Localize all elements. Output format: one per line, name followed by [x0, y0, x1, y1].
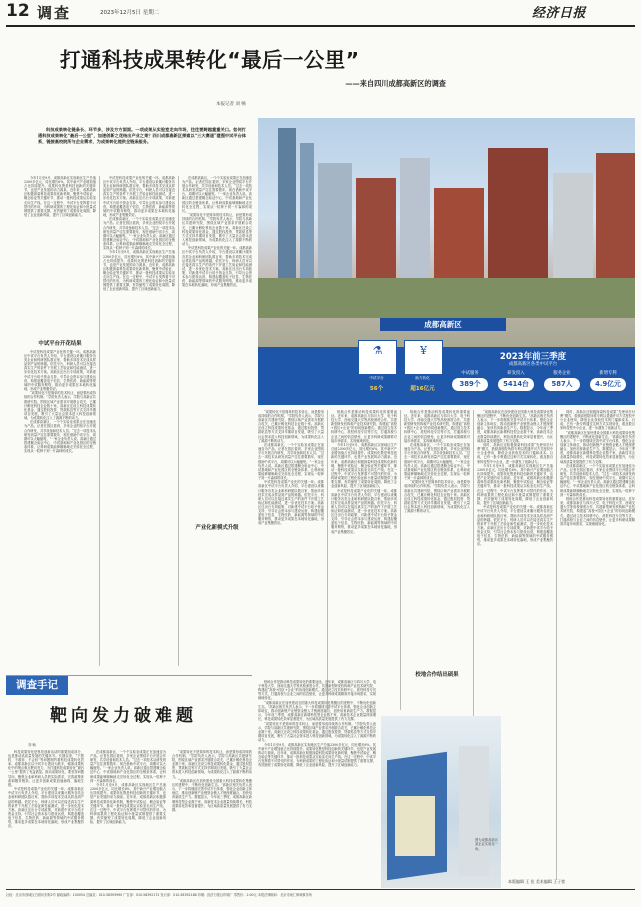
column-divider [99, 176, 100, 666]
commentary-tag: 调查手记 [6, 676, 68, 695]
lab-photo-caption: 图为成都高新区某企业实验室一角。 [475, 838, 499, 851]
stat-card-value: 超16亿元 [410, 386, 435, 392]
section-name: 调查 [37, 4, 72, 22]
infographic-title: 成都高新区 [380, 318, 506, 331]
stat-label: 新增专利 [599, 371, 617, 376]
subhead-industrialization: 产业化新模式升级 [195, 525, 239, 531]
q3-subtitle: 成都高新区各类中试平台 [508, 362, 558, 367]
article-column-6: 校地合作是推动科技成果转化的重要途径。近年来，成都高新区与四川大学、电子科技大学、西南交通大学等高校深度合作，共建新型研发机构和产业技术研究院，构建起“高校+园区+企业”的协同创新模式。通过设立技术转移中心、派驻科技专员等方式，打通高校与企业之间的信息壁垒，让更多科研成果精准对接市场需求，实现就地转化。 在成都高新区，一个个实验室成果正在加速变为产品。记者在园区看到，多家企业围绕平台开展合作研发，共享设备和技术人员。“过去一项技术从研发到量产往往需要数年，现在借助中试平台，周期可以大幅缩短。”一家企业负责人说。高新区通过搭建概念验证中心、中试基地和产业化园区的全链条体系，让科研成果能够顺畅地走完转化全过程，实现从一粒种子到一片森林的成长。 “成果转化不是简单的技术转让，而是要形成持续的合作机制。”学院负责人表示，学院与高新区共建研究院，围绕区域产业需求开展联合攻关，已累计孵化科技企业数十家。高新区还设立科技成果转化基金，通过股权投资、贷款贴息等方式支持早期项目发展，吸引了大量社会资本进入科技创新领域，为成果转化注入了源源不断的动力。 [404, 410, 470, 514]
stat-card-label: 助力转化 [415, 376, 430, 380]
article-column-5: 校地合作是推动科技成果转化的重要途径。近年来，成都高新区与四川大学、电子科技大学、西南交通大学等高校深度合作，共建新型研发机构和产业技术研究院，构建起“高校+园区+企业”的协同创新模式。通过设立技术转移中心、派驻科技专员等方式，打通高校与企业之间的信息壁垒，让更多科研成果精准对接市场需求，实现就地转化。 今年1月至9月，成都高新区实现地区生产总值2300多亿元，同比增长6%，其中新兴产业增加值占比持续提升。成果转化既是科技创新的关键环节，也是产业发展的动力源泉。近年来，成都高新区积极探索科技成果转化新机制，聚焦中试验证、概念验证等关键环节，推动一批科技成果从实验室走向生产线。在这一过程中，中试平台发挥着不可替代的作用，为科研成果的工程化验证和小批量试制提供了重要支撑，有效缩短了成果转化周期，降低了企业创新风险，提升了区域创新能力。 中试是科技成果产业化的关键一环。成都高新区中试平台负责人介绍，平台建设以来累计服务各类企业和科研团队数百家，帮助多项技术完成从样品到产品的跨越。依托平台，科研人员可以在接近真实生产的条件下开展工艺验证和性能测试，进一步优化技术方案。高新区还出台专项政策，对新建中试平台给予资金支持，引导社会资本参与建设运营，构建起覆盖电子信息、生物医药、新能源等领域的中试服务网络，推动更多成果在本地转化落地，形成产业集聚效应。 [331, 410, 397, 534]
article-lead: 科技成果转化链条长、环节多，涉及方方面面。一项成果从实验室走向市场，往往要跨越重重关口。如何打通科技成果转化“最后一公里”，加速创新之花结出产业之果？四川成都高新区探索以“三大赛道”建强中试平台体系，链接高校院所与企业需求，为成果转化提供全链条服务。 [38, 127, 246, 145]
article-byline: 本报记者 刘 畅 [216, 102, 246, 107]
article-column-9: 校地合作是推动科技成果转化的重要途径。近年来，成都高新区与四川大学、电子科技大学、西南交通大学等高校深度合作，共建新型研发机构和产业技术研究院，构建起“高校+园区+企业”的协同创新模式。通过设立技术转移中心、派驻科技专员等方式，打通高校与企业之间的信息壁垒，让更多科研成果精准对接市场需求，实现就地转化。 “成都高新区在加快建设全国重大科技成果转化集聚区的进程中，不断优化创新生态。”高新区相关负责人表示，下一步将继续完善中试平台体系，强化企业创新主体地位，推动创新链产业链资金链人才链深度融合，加快培育新质生产力。数据显示，今年前三季度，成都高新区新增科技型企业数千家，高新技术企业数量持续增长，科技成果转化效率显著提升，为区域高质量发展提供了有力支撑。 “成果转化不是简单的技术转让，而是要形成持续的合作机制。”学院负责人表示，学院与高新区共建研究院，围绕区域产业需求开展联合攻关，已累计孵化科技企业数十家。高新区还设立科技成果转化基金，通过股权投资、贷款贴息等方式支持早期项目发展，吸引了大量社会资本进入科技创新领域，为成果转化注入了源源不断的动力。 今年1月至9月，成都高新区实现地区生产总值2300多亿元，同比增长6%，其中新兴产业增加值占比持续提升。成果转化既是科技创新的关键环节，也是产业发展的动力源泉。近年来，成都高新区积极探索科技成果转化新机制，聚焦中试验证、概念验证等关键环节，推动一批科技成果从实验室走向生产线。在这一过程中，中试平台发挥着不可替代的作用，为科研成果的工程化验证和小批量试制提供了重要支撑，有效缩短了成果转化周期，降低了企业创新风险，提升了区域创新能力。 [258, 680, 376, 768]
stat-card-value: 56个 [369, 386, 384, 392]
footer-rule [6, 889, 635, 890]
commentary-byline: 刘 畅 [28, 743, 36, 747]
infographic-panel [258, 312, 635, 404]
issue-date: 2023年12月5日 星期二 [100, 10, 160, 16]
flask-icon: ⚗ [372, 344, 383, 357]
column-divider [400, 410, 401, 710]
article-column-1b: 中试是科技成果产业化的关键一环。成都高新区中试平台负责人介绍，平台建设以来累计服务各类企业和科研团队数百家，帮助多项技术完成从样品到产品的跨越。依托平台，科研人员可以在接近真实生产的条件下开展工艺验证和性能测试，进一步优化技术方案。高新区还出台专项政策，对新建中试平台给予资金支持，引导社会资本参与建设运营，构建起覆盖电子信息、生物医药、新能源等领域的中试服务网络，推动更多成果在本地转化落地，形成产业集聚效应。 “成果转化不是简单的技术转让，而是要形成持续的合作机制。”学院负责人表示，学院与高新区共建研究院，围绕区域产业需求开展联合攻关，已累计孵化科技企业数十家。高新区还设立科技成果转化基金，通过股权投资、贷款贴息等方式支持早期项目发展，吸引了大量社会资本进入科技创新领域，为成果转化注入了源源不断的动力。 在成都高新区，一个个实验室成果正在加速变为产品。记者在园区看到，多家企业围绕平台开展合作研发，共享设备和技术人员。“过去一项技术从研发到量产往往需要数年，现在借助中试平台，周期可以大幅缩短。”一家企业负责人说。高新区通过搭建概念验证中心、中试基地和产业化园区的全链条体系，让科研成果能够顺畅地走完转化全过程，实现从一粒种子到一片森林的成长。 [24, 350, 96, 454]
lab-photo [381, 716, 501, 888]
commentary-title: 靶向发力破难题 [50, 706, 197, 726]
stat-value: 5414台 [498, 378, 534, 391]
article-column-3: 在成都高新区，一个个实验室成果正在加速变为产品。记者在园区看到，多家企业围绕平台开展合作研发，共享设备和技术人员。“过去一项技术从研发到量产往往需要数年，现在借助中试平台，周期可以大幅缩短。”一家企业负责人说。高新区通过搭建概念验证中心、中试基地和产业化园区的全链条体系，让科研成果能够顺畅地走完转化全过程，实现从一粒种子到一片森林的成长。 “成果转化不是简单的技术转让，而是要形成持续的合作机制。”学院负责人表示，学院与高新区共建研究院，围绕区域产业需求开展联合攻关，已累计孵化科技企业数十家。高新区还设立科技成果转化基金，通过股权投资、贷款贴息等方式支持早期项目发展，吸引了大量社会资本进入科技创新领域，为成果转化注入了源源不断的动力。 中试是科技成果产业化的关键一环。成都高新区中试平台负责人介绍，平台建设以来累计服务各类企业和科研团队数百家，帮助多项技术完成从样品到产品的跨越。依托平台，科研人员可以在接近真实生产的条件下开展工艺验证和性能测试，进一步优化技术方案。高新区还出台专项政策，对新建中试平台给予资金支持，引导社会资本参与建设运营，构建起覆盖电子信息、生物医药、新能源等领域的中试服务网络，推动更多成果在本地转化落地，形成产业集聚效应。 [182, 176, 252, 288]
stat-value: 389个 [452, 378, 488, 391]
stat-label: 中试服务 [461, 371, 479, 376]
commentary-column-1: 科技成果转化是科技创新活动的重要组成部分，也是推动高质量发展的关键环节。长期以来，“不愿转、不敢转、不会转”等问题制约着科技成果转化效率。成都高新区以中试平台建设为抓手，瞄准成果转化中的堵点难点靶向发力，为打通科技成果转化“最后一公里”提供了有益借鉴。推动成果转化，要坚持问题导向，聚焦企业和科研人员的实际需求，完善政策体系和服务链条，让更多创新成果加速涌现、落地生根。 中试是科技成果产业化的关键一环。成都高新区中试平台负责人介绍，平台建设以来累计服务各类企业和科研团队数百家，帮助多项技术完成从样品到产品的跨越。依托平台，科研人员可以在接近真实生产的条件下开展工艺验证和性能测试，进一步优化技术方案。高新区还出台专项政策，对新建中试平台给予资金支持，引导社会资本参与建设运营，构建起覆盖电子信息、生物医药、新能源等领域的中试服务网络，推动更多成果在本地转化落地，形成产业集聚效应。 [8, 750, 84, 829]
stat-value: 4.9亿元 [590, 378, 626, 391]
footer-info: 社址：北京市西城区白纸坊东街2号 邮政编码：100054 总编室：010-58393990 广告部：010-58392172 发行部：010-58392188 印刷：经济日报社印刷厂 零售价：2.00元 本报法律顾问：北京市雨仁律师事务所 [6, 893, 312, 897]
article-column-8: 同时，高新区还积极探索科技成果“先使用后付费”模式，鼓励高校院所将专利以普通许可方式授权中小企业使用，降低企业获取技术的门槛和成本。目前，已有一批专利通过这种方式实现转化，惠及数百家科技型中小企业，进一步激发了创新活力。 “成都高新区在加快建设全国重大科技成果转化集聚区的进程中，不断优化创新生态。”高新区相关负责人表示，下一步将继续完善中试平台体系，强化企业创新主体地位，推动创新链产业链资金链人才链深度融合，加快培育新质生产力。数据显示，今年前三季度，成都高新区新增科技型企业数千家，高新技术企业数量持续增长，科技成果转化效率显著提升，为区域高质量发展提供了有力支撑。 在成都高新区，一个个实验室成果正在加速变为产品。记者在园区看到，多家企业围绕平台开展合作研发，共享设备和技术人员。“过去一项技术从研发到量产往往需要数年，现在借助中试平台，周期可以大幅缩短。”一家企业负责人说。高新区通过搭建概念验证中心、中试基地和产业化园区的全链条体系，让科研成果能够顺畅地走完转化全过程，实现从一粒种子到一片森林的成长。 校地合作是推动科技成果转化的重要途径。近年来，成都高新区与四川大学、电子科技大学、西南交通大学等高校深度合作，共建新型研发机构和产业技术研究院，构建起“高校+园区+企业”的协同创新模式。通过设立技术转移中心、派驻科技专员等方式，打通高校与企业之间的信息壁垒，让更多科研成果精准对接市场需求，实现就地转化。 [560, 410, 635, 526]
article-title: 打通科技成果转化“最后一公里” [60, 48, 360, 72]
article-column-1: 今年1月至9月，成都高新区实现地区生产总值2300多亿元，同比增长6%，其中新兴产业增加值占比持续提升。成果转化既是科技创新的关键环节，也是产业发展的动力源泉。近年来，成都高新区积极探索科技成果转化新机制，聚焦中试验证、概念验证等关键环节，推动一批科技成果从实验室走向生产线。在这一过程中，中试平台发挥着不可替代的作用，为科研成果的工程化验证和小批量试制提供了重要支撑，有效缩短了成果转化周期，降低了企业创新风险，提升了区域创新能力。 [24, 176, 96, 217]
stat-value: 587人 [544, 378, 580, 391]
subhead-school-local: 校地合作结出硕果 [415, 672, 459, 678]
editors: 本版编辑 王 佳 美术编辑 王子萱 [508, 879, 566, 884]
article-column-4: “成果转化不是简单的技术转让，而是要形成持续的合作机制。”学院负责人表示，学院与高新区共建研究院，围绕区域产业需求开展联合攻关，已累计孵化科技企业数十家。高新区还设立科技成果转化基金，通过股权投资、贷款贴息等方式支持早期项目发展，吸引了大量社会资本进入科技创新领域，为成果转化注入了源源不断的动力。 在成都高新区，一个个实验室成果正在加速变为产品。记者在园区看到，多家企业围绕平台开展合作研发，共享设备和技术人员。“过去一项技术从研发到量产往往需要数年，现在借助中试平台，周期可以大幅缩短。”一家企业负责人说。高新区通过搭建概念验证中心、中试基地和产业化园区的全链条体系，让科研成果能够顺畅地走完转化全过程，实现从一粒种子到一片森林的成长。 中试是科技成果产业化的关键一环。成都高新区中试平台负责人介绍，平台建设以来累计服务各类企业和科研团队数百家，帮助多项技术完成从样品到产品的跨越。依托平台，科研人员可以在接近真实生产的条件下开展工艺验证和性能测试，进一步优化技术方案。高新区还出台专项政策，对新建中试平台给予资金支持，引导社会资本参与建设运营，构建起覆盖电子信息、生物医药、新能源等领域的中试服务网络，推动更多成果在本地转化落地，形成产业集聚效应。 [258, 410, 324, 526]
column-divider [556, 410, 557, 880]
stat-label: 研发投入 [507, 371, 525, 376]
article-column-7: “成都高新区在加快建设全国重大科技成果转化集聚区的进程中，不断优化创新生态。”高新区相关负责人表示，下一步将继续完善中试平台体系，强化企业创新主体地位，推动创新链产业链资金链人才链深度融合，加快培育新质生产力。数据显示，今年前三季度，成都高新区新增科技型企业数千家，高新技术企业数量持续增长，科技成果转化效率显著提升，为区域高质量发展提供了有力支撑。 同时，高新区还积极探索科技成果“先使用后付费”模式，鼓励高校院所将专利以普通许可方式授权中小企业使用，降低企业获取技术的门槛和成本。目前，已有一批专利通过这种方式实现转化，惠及数百家科技型中小企业，进一步激发了创新活力。 今年1月至9月，成都高新区实现地区生产总值2300多亿元，同比增长6%，其中新兴产业增加值占比持续提升。成果转化既是科技创新的关键环节，也是产业发展的动力源泉。近年来，成都高新区积极探索科技成果转化新机制，聚焦中试验证、概念验证等关键环节，推动一批科技成果从实验室走向生产线。在这一过程中，中试平台发挥着不可替代的作用，为科研成果的工程化验证和小批量试制提供了重要支撑，有效缩短了成果转化周期，降低了企业创新风险，提升了区域创新能力。 中试是科技成果产业化的关键一环。成都高新区中试平台负责人介绍，平台建设以来累计服务各类企业和科研团队数百家，帮助多项技术完成从样品到产品的跨越。依托平台，科研人员可以在接近真实生产的条件下开展工艺验证和性能测试，进一步优化技术方案。高新区还出台专项政策，对新建中试平台给予资金支持，引导社会资本参与建设运营，构建起覆盖电子信息、生物医药、新能源等领域的中试服务网络，推动更多成果在本地转化落地，形成产业集聚效应。 [477, 410, 553, 547]
commentary-column-3: “成果转化不是简单的技术转让，而是要形成持续的合作机制。”学院负责人表示，学院与高新区共建研究院，围绕区域产业需求开展联合攻关，已累计孵化科技企业数十家。高新区还设立科技成果转化基金，通过股权投资、贷款贴息等方式支持早期项目发展，吸引了大量社会资本进入科技创新领域，为成果转化注入了源源不断的动力。 “成都高新区在加快建设全国重大科技成果转化集聚区的进程中，不断优化创新生态。”高新区相关负责人表示，下一步将继续完善中试平台体系，强化企业创新主体地位，推动创新链产业链资金链人才链深度融合，加快培育新质生产力。数据显示，今年前三季度，成都高新区新增科技型企业数千家，高新技术企业数量持续增长，科技成果转化效率显著提升，为区域高质量发展提供了有力支撑。 [172, 750, 252, 812]
article-subtitle: ——来自四川成都高新区的调查 [345, 79, 446, 88]
header-rule [6, 25, 635, 27]
q3-title: 2023年前三季度 [499, 352, 567, 362]
stat-card-label: 中试平台 [369, 376, 384, 380]
subhead-pilot-platform: 中试平台开花结果 [38, 341, 82, 347]
stat-label: 服务企业 [553, 371, 571, 376]
column-divider [178, 176, 179, 666]
funding-icon: ¥ [420, 344, 427, 357]
commentary-column-2: 在成都高新区，一个个实验室成果正在加速变为产品。记者在园区看到，多家企业围绕平台开展合作研发，共享设备和技术人员。“过去一项技术从研发到量产往往需要数年，现在借助中试平台，周期可以大幅缩短。”一家企业负责人说。高新区通过搭建概念验证中心、中试基地和产业化园区的全链条体系，让科研成果能够顺畅地走完转化全过程，实现从一粒种子到一片森林的成长。 今年1月至9月，成都高新区实现地区生产总值2300多亿元，同比增长6%，其中新兴产业增加值占比持续提升。成果转化既是科技创新的关键环节，也是产业发展的动力源泉。近年来，成都高新区积极探索科技成果转化新机制，聚焦中试验证、概念验证等关键环节，推动一批科技成果从实验室走向生产线。在这一过程中，中试平台发挥着不可替代的作用，为科研成果的工程化验证和小批量试制提供了重要支撑，有效缩短了成果转化周期，降低了企业创新风险，提升了区域创新能力。 [90, 750, 166, 824]
column-divider [327, 410, 328, 710]
stat-card-pilot-platforms [358, 340, 397, 375]
newspaper-logo: 经济日报 [532, 6, 587, 21]
article-column-2: 中试是科技成果产业化的关键一环。成都高新区中试平台负责人介绍，平台建设以来累计服务各类企业和科研团队数百家，帮助多项技术完成从样品到产品的跨越。依托平台，科研人员可以在接近真实生产的条件下开展工艺验证和性能测试，进一步优化技术方案。高新区还出台专项政策，对新建中试平台给予资金支持，引导社会资本参与建设运营，构建起覆盖电子信息、生物医药、新能源等领域的中试服务网络，推动更多成果在本地转化落地，形成产业集聚效应。 在成都高新区，一个个实验室成果正在加速变为产品。记者在园区看到，多家企业围绕平台开展合作研发，共享设备和技术人员。“过去一项技术从研发到量产往往需要数年，现在借助中试平台，周期可以大幅缩短。”一家企业负责人说。高新区通过搭建概念验证中心、中试基地和产业化园区的全链条体系，让科研成果能够顺畅地走完转化全过程，实现从一粒种子到一片森林的成长。 今年1月至9月，成都高新区实现地区生产总值2300多亿元，同比增长6%，其中新兴产业增加值占比持续提升。成果转化既是科技创新的关键环节，也是产业发展的动力源泉。近年来，成都高新区积极探索科技成果转化新机制，聚焦中试验证、概念验证等关键环节，推动一批科技成果从实验室走向生产线。在这一过程中，中试平台发挥着不可替代的作用，为科研成果的工程化验证和小批量试制提供了重要支撑，有效缩短了成果转化周期，降低了企业创新风险，提升了区域创新能力。 [103, 176, 175, 292]
page-number: 12 [6, 1, 30, 21]
